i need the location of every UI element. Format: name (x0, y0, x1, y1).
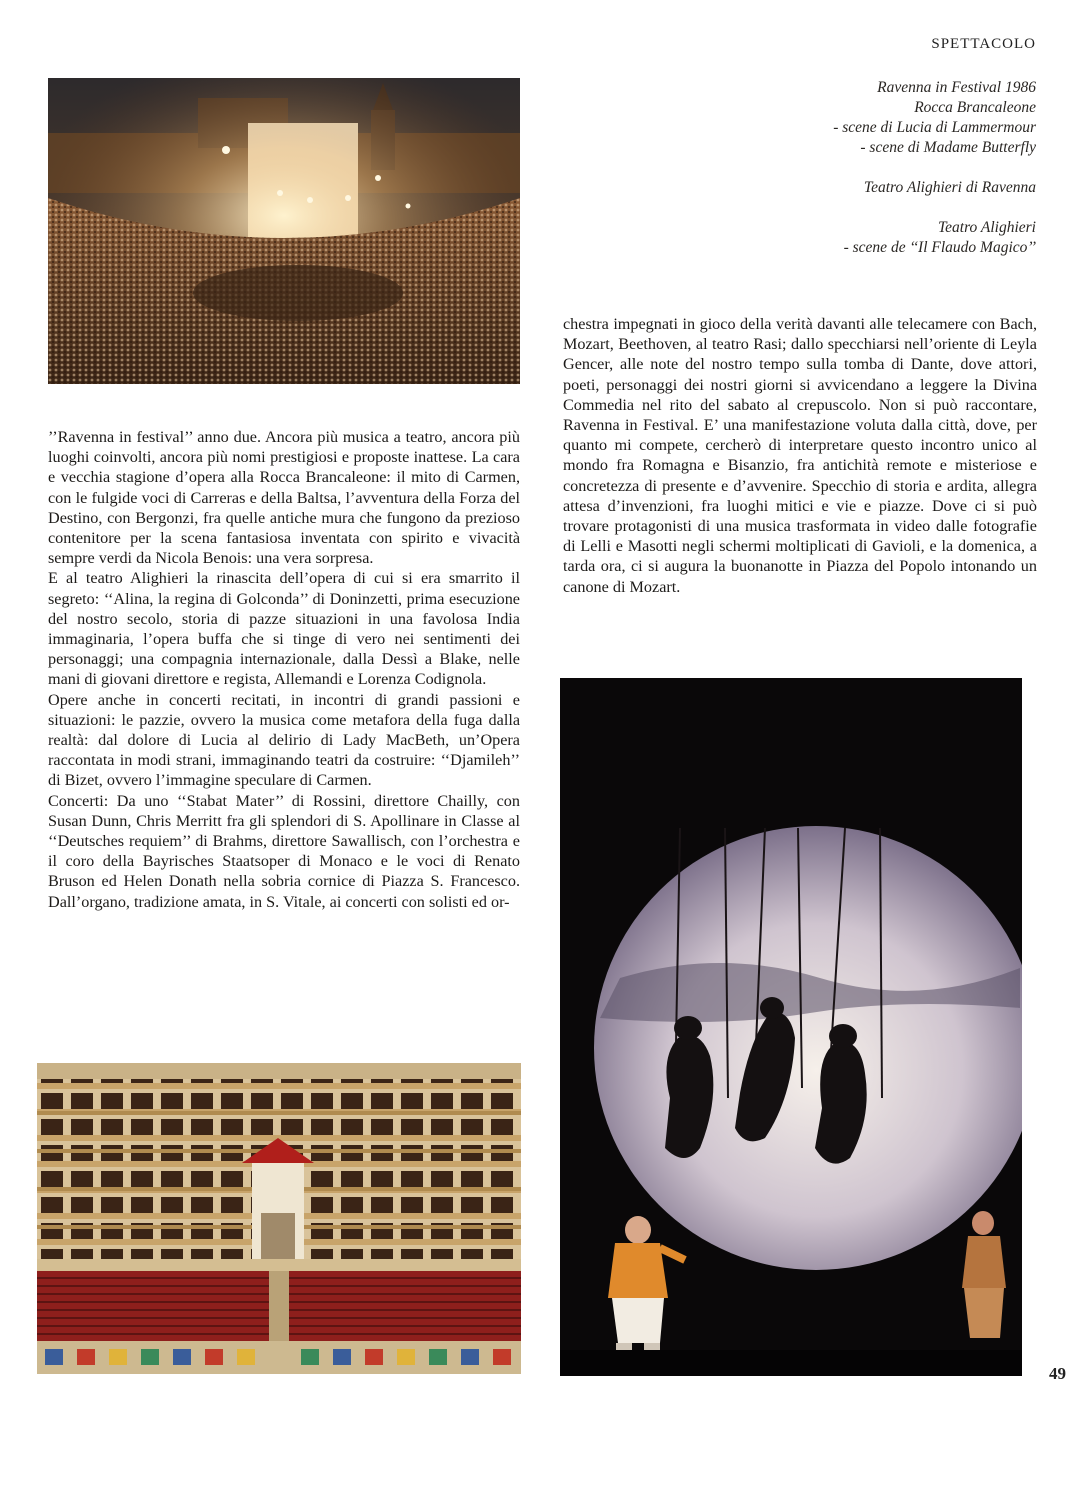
section-header: SPETTACOLO (931, 36, 1036, 52)
teatro-alighieri-photo (37, 1063, 521, 1374)
article-paragraph: Opere anche in concerti recitati, in incontri di grandi passioni e situazioni: le pazzie, ovvero la musica come metafora della fuga dalla realtà: dal dolore di Lucia al delirio di Lady MacBeth, un’Opera raccontata in modi strani, immaginando teatri da costruire: ‘‘Djamileh’’ di Bizet, ovvero l’immagine speculare di Carmen. (48, 690, 520, 790)
article-paragraph: chestra impegnati in gioco della verità davanti alle telecamere con Bach, Mozart, Beethoven, al teatro Rasi; dallo specchiarsi nell’oriente di Leyla Gencer, alle note del nostro tempo sulla tomba di Dante, dove attori, poeti, personaggi dei nostri giorni si avvicendano a leggere la Divina Commedia nel rito del sabato al crepuscolo. Non si può raccontare, Ravenna in Festival. E’ una manifestazione voluta dalla città, dove, per quanto mi compete, cercherò di interpretare questo incontro unico al mondo fra Romagna e Bisanzio, fra antichità remote e misteriose e concretezza di presente e d’avvenire. Specchio di storia e ardita, allegra attesa d’invenzioni, fra luoghi mitici e vie e piazze. Dove ci si può trovare protagonisti di una musica trasformata in video dalle fotografie di Lelli e Masotti negli schermi moltiplicati di Gavioli, e la domenica, a tarda ora, ci si augura la buonanotte in Piazza del Popolo intonando un canone di Mozart. (563, 315, 1037, 596)
caption-butterfly: - scene di Madame Butterfly (860, 139, 1036, 156)
article-column-left (48, 427, 520, 912)
article-paragraph: E al teatro Alighieri la rinascita dell’opera di cui si era smarrito il segreto: ‘‘Alina, la regina di Golconda’’ di Doninzetti, prima esecuzione del nostro secolo, storia di pazze situazioni in una favolosa India immaginaria, l’opera buffa che si tinge di vero nei sentimenti dei personaggi; una compagnia internazionale, dalla Dessì a Blake, nelle mani di giovani direttore e regista, Allemandi e Lorenza Codignola. (48, 569, 520, 689)
page-number: 49 (1049, 1364, 1066, 1383)
caption-rocca: Rocca Brancaleone (914, 99, 1036, 116)
flauto-magico-stage-photo (560, 678, 1022, 1376)
article-paragraph: Concerti: Da uno ‘‘Stabat Mater’’ di Rossini, direttore Chailly, con Susan Dunn, Chris Merritt fra gli splendori di S. Apollinare in Classe al ‘‘Deutsches requiem’’ di Brahms, direttore Sawallisch, con l’orchestra e il coro della Bayrisches Staatsoper di Monaco e le voci di Renato Bruson ed Helen Donath nella sobria cornice di Piazza S. Francesco. Dall’organo, tradizione amata, in S. Vitale, ai concerti con solisti ed or- (48, 791, 520, 911)
caption-flauto-magico: - scene de ‘‘Il Flaudo Magico’’ (843, 239, 1036, 256)
caption-lucia: - scene di Lucia di Lammermour (833, 119, 1036, 136)
photo-captions (556, 78, 1036, 258)
article-paragraph: ’’Ravenna in festival’’ anno due. Ancora più musica a teatro, ancora più luoghi coinvolti, ancora più nomi prestigiosi e proposte inattese. La cara e vecchia stagione d’opera alla Rocca Brancaleone: il mito di Carmen, con le fulgide voci di Carreras e della Baltsa, l’avventura della Forza del Destino, con Bergonzi, fra quelle antiche mura che fungono da prezioso contenitore per la scena fantasiosa inventata con spirito e vivacità sempre verdi da Nicola Benois: una vera sorpresa. (48, 428, 520, 568)
article-column-right (563, 314, 1037, 597)
caption-festival: Ravenna in Festival 1986 (877, 79, 1036, 96)
caption-teatro-alighieri-ravenna: Teatro Alighieri di Ravenna (863, 179, 1036, 196)
rocca-brancaleone-photo (48, 78, 520, 384)
caption-teatro-alighieri: Teatro Alighieri (937, 219, 1036, 236)
